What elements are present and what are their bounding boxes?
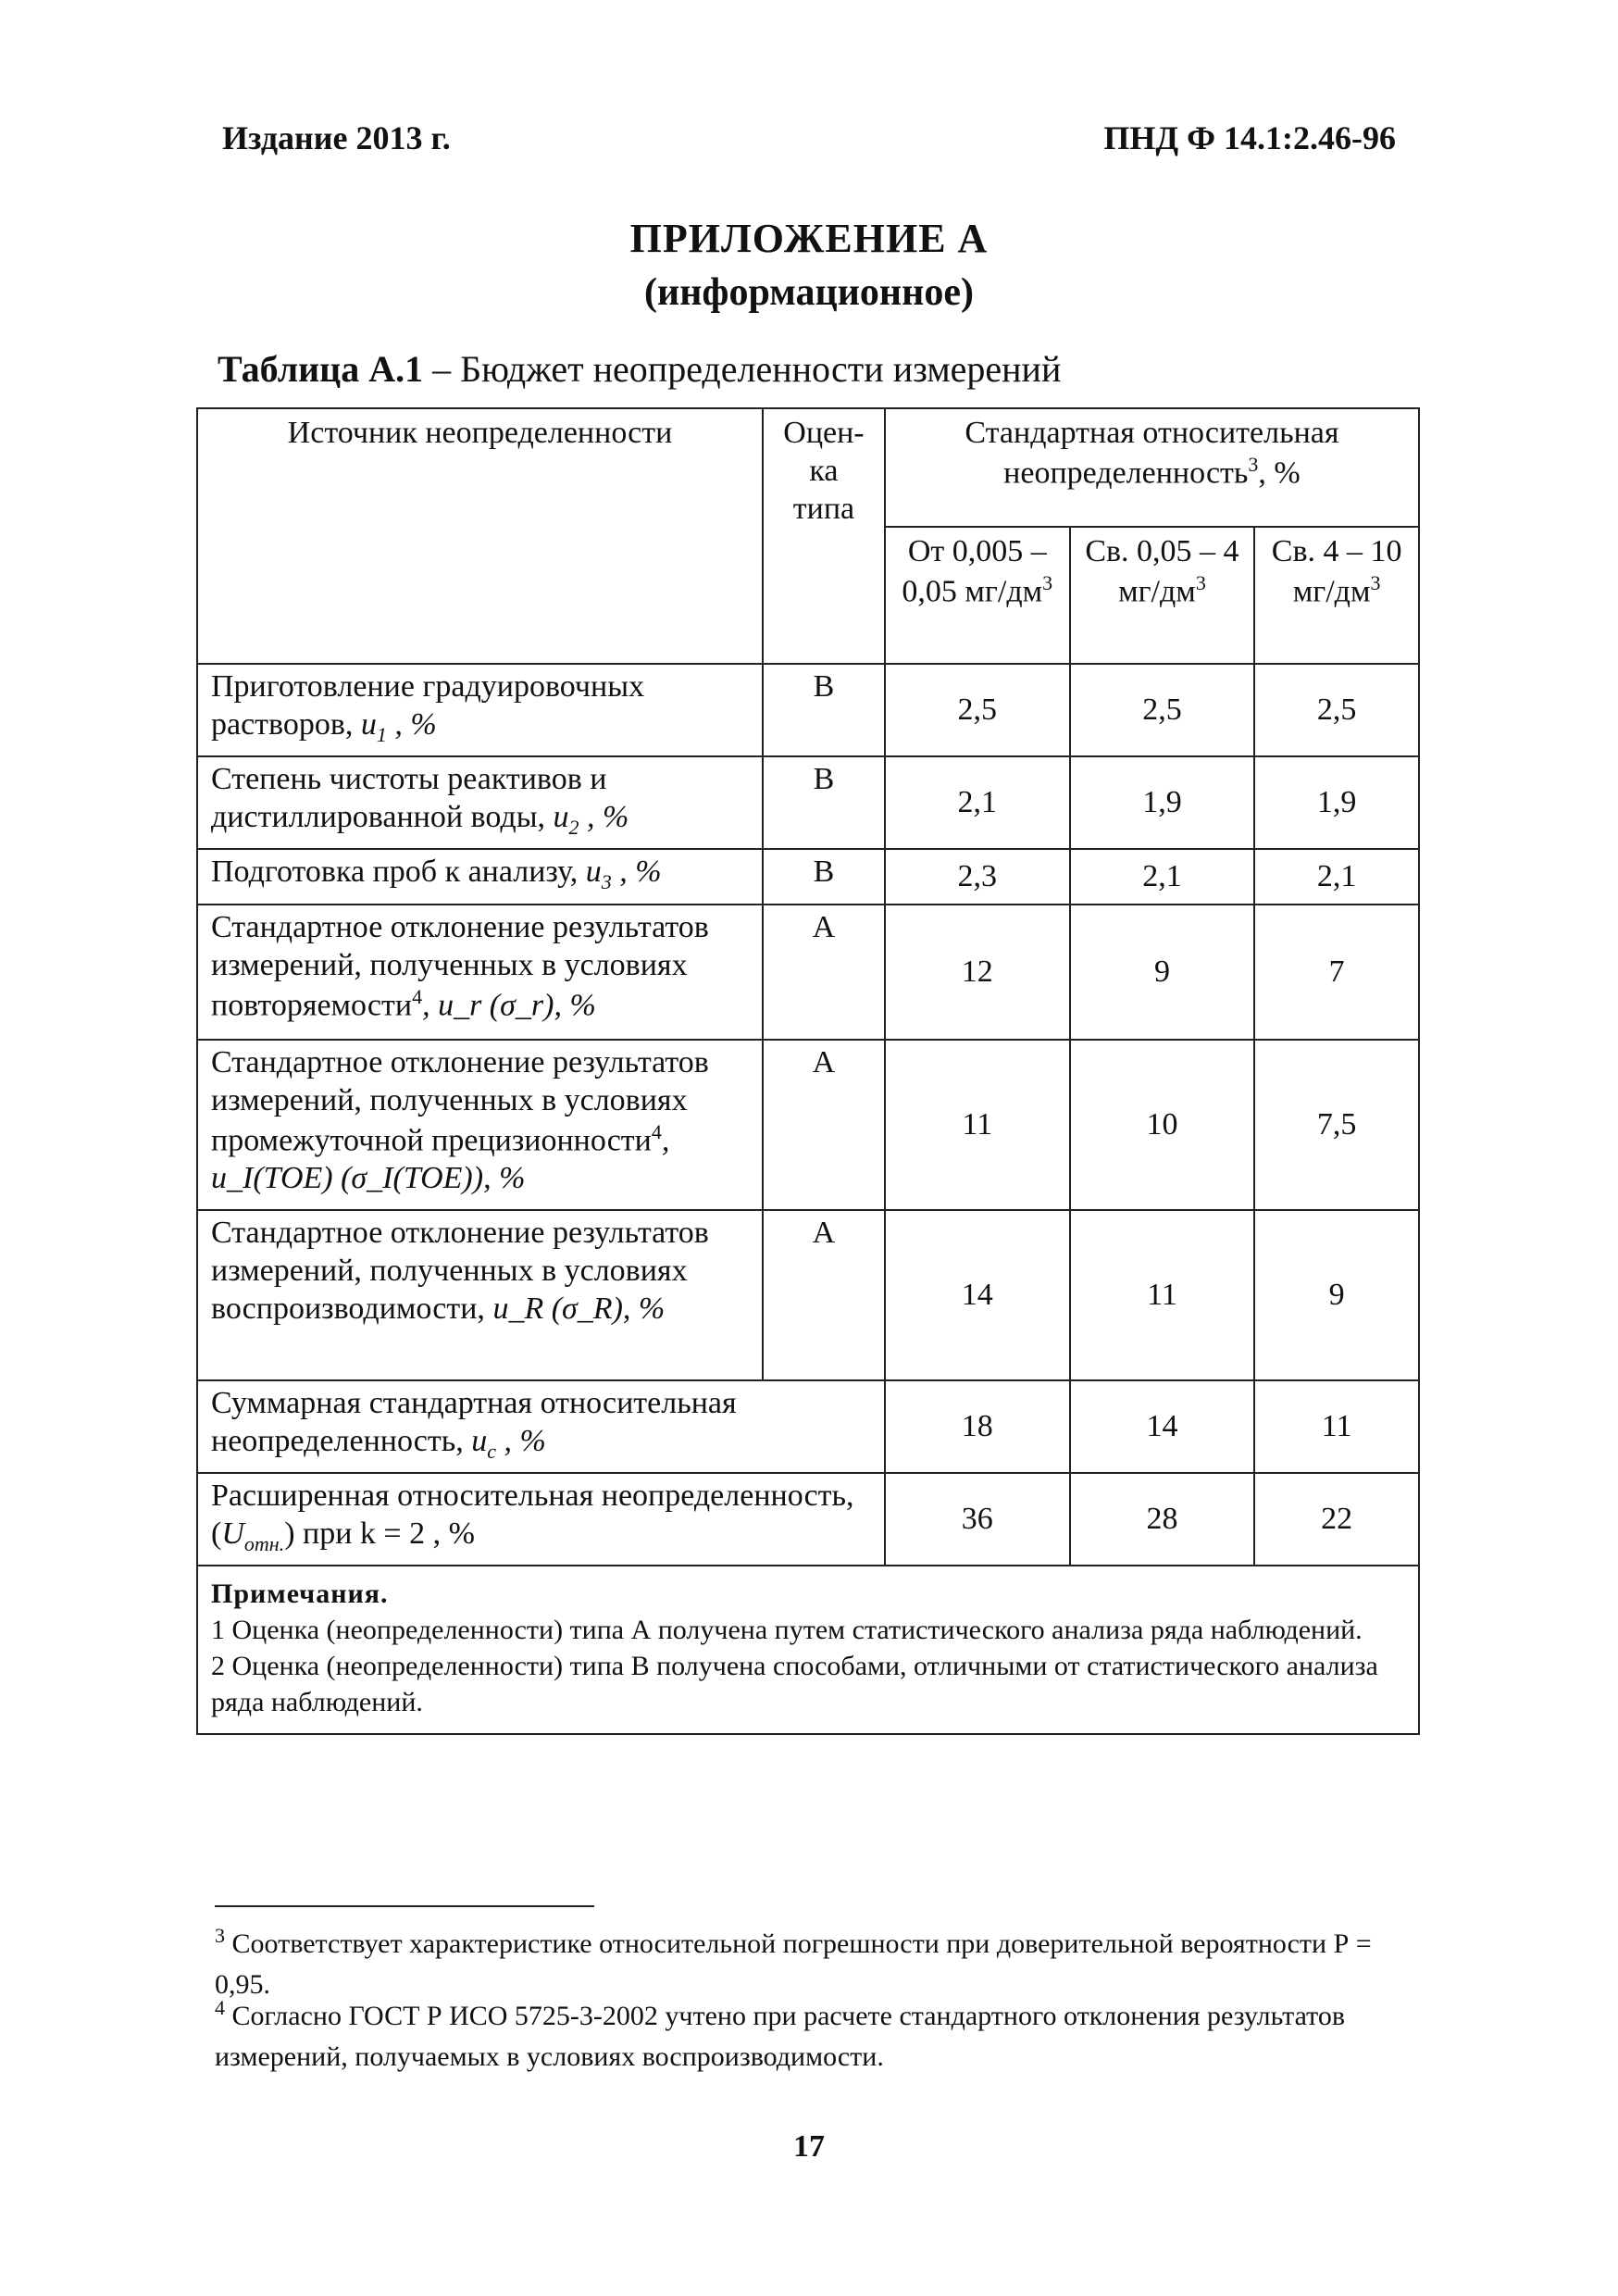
row-label: [197, 756, 763, 849]
note-2: 2 Оценка (неопределенности) типа В получена способами, отличными от статистического анализа ряда наблюдений.: [211, 1651, 1378, 1717]
row-label: [197, 1210, 763, 1380]
value-cell: 14: [885, 1210, 1070, 1380]
table-row: [197, 1040, 1419, 1210]
unit-sup: 3: [1370, 570, 1381, 594]
note-1: 1 Оценка (неопределенности) типа А получена путем статистического анализа ряда наблюдений.: [211, 1615, 1363, 1645]
value-cell: 7,5: [1254, 1040, 1419, 1210]
symbol: u: [471, 1423, 488, 1458]
value-cell: 18: [885, 1380, 1070, 1473]
footnote-divider: [215, 1905, 594, 1907]
footnote-3-text: Соответствует характеристике относительной погрешности при доверительной вероятности Р = 0,95.: [215, 1928, 1372, 2000]
table-caption-label: Таблица А.1: [218, 348, 424, 390]
row-label: [197, 1473, 885, 1566]
value-cell: 2,1: [1070, 849, 1255, 905]
row-text: Стандартное отклонение результатов измерений, полученных в условиях воспроизводимости,: [211, 1216, 709, 1326]
value-cell: 12: [885, 905, 1070, 1040]
value-cell: 11: [1254, 1380, 1419, 1473]
value-cell: 2,5: [1070, 664, 1255, 756]
footnote-4-text: Согласно ГОСТ Р ИСО 5725-3-2002 учтено при расчете стандартного отклонения результатов измерений, получаемых в условиях воспроизводимости.: [215, 2001, 1346, 2072]
unit-sup: 3: [1195, 570, 1206, 594]
symbol-sub: c: [487, 1439, 497, 1463]
row-text: Приготовление градуировочных растворов,: [211, 669, 645, 742]
value-cell: 7: [1254, 905, 1419, 1040]
footnote-mark: 3: [215, 1924, 225, 1947]
document-code: ПНД Ф 14.1:2.46-96: [1103, 119, 1396, 156]
header-std-uncertainty: [885, 408, 1419, 527]
footnote-ref-4: 4: [412, 984, 423, 1008]
formula: , u_r (σ_r), %: [422, 987, 596, 1022]
footnote-ref-3: 3: [1248, 452, 1259, 476]
value-cell: 22: [1254, 1473, 1419, 1566]
notes-title: Примечания.: [211, 1578, 389, 1609]
symbol: u: [585, 855, 602, 889]
type-cell: А: [763, 905, 885, 1040]
row-label: [197, 905, 763, 1040]
symbol: u: [360, 706, 377, 742]
symbol-sub: отн.: [243, 1531, 285, 1555]
unit: , %: [611, 855, 662, 889]
symbol-sub: 1: [376, 722, 387, 746]
range-1-text: От 0,005 – 0,05 мг/дм: [902, 534, 1047, 609]
type-cell: В: [763, 849, 885, 905]
uncertainty-budget-table: [196, 407, 1420, 1735]
appendix-title: ПРИЛОЖЕНИЕ А: [629, 216, 989, 261]
table-caption: [218, 347, 1061, 391]
unit: , %: [579, 799, 629, 834]
range-3-text: Св. 4 – 10 мг/дм: [1271, 534, 1402, 609]
appendix-subtitle: (информационное): [644, 271, 974, 314]
table-row: [197, 756, 1419, 849]
table-caption-text: – Бюджет неопределенности измерений: [432, 348, 1062, 390]
expanded-row: [197, 1473, 1419, 1566]
value-cell: 2,1: [885, 756, 1070, 849]
value-cell: 1,9: [1070, 756, 1255, 849]
row-text: Подготовка проб к анализу,: [211, 855, 586, 889]
header-range-1: [885, 527, 1070, 664]
summary-row: [197, 1380, 1419, 1473]
value-cell: 1,9: [1254, 756, 1419, 849]
row-text: Степень чистоты реактивов и дистиллированной воды,: [211, 762, 607, 834]
value-cell: 9: [1254, 1210, 1419, 1380]
type-cell: А: [763, 1040, 885, 1210]
notes-cell: [197, 1566, 1419, 1734]
unit-sup: 3: [1042, 570, 1053, 594]
value-cell: 2,5: [885, 664, 1070, 756]
header-std-unit: , %: [1258, 455, 1301, 491]
symbol: U: [221, 1516, 244, 1551]
unit: , %: [496, 1423, 546, 1458]
row-text: Стандартное отклонение результатов измерений, полученных в условиях промежуточной прецизионности: [211, 1045, 709, 1157]
page-number: 17: [793, 2129, 825, 2164]
value-cell: 36: [885, 1473, 1070, 1566]
type-cell: В: [763, 756, 885, 849]
symbol-sub: 3: [601, 869, 612, 893]
type-cell: А: [763, 1210, 885, 1380]
value-cell: 9: [1070, 905, 1255, 1040]
table-row: [197, 1210, 1419, 1380]
table-row: [197, 664, 1419, 756]
value-cell: 10: [1070, 1040, 1255, 1210]
footnote-ref-4: 4: [651, 1119, 662, 1143]
unit: ) при k = 2 , %: [284, 1516, 475, 1551]
row-label: [197, 664, 763, 756]
footnote-4: [215, 1993, 1409, 2077]
value-cell: 2,1: [1254, 849, 1419, 905]
formula: , u_I(TOE) (σ_I(TOE)), %: [211, 1122, 670, 1195]
unit: , %: [386, 706, 437, 742]
row-text: Расширенная относительная неопределенность, (: [211, 1479, 854, 1551]
row-label: [197, 849, 763, 905]
range-2-text: Св. 0,05 – 4 мг/дм: [1085, 534, 1239, 609]
footnote-3: [215, 1921, 1409, 2004]
value-cell: 14: [1070, 1380, 1255, 1473]
value-cell: 2,3: [885, 849, 1070, 905]
header-source: Источник неопределенности: [197, 408, 763, 664]
row-label: [197, 1040, 763, 1210]
value-cell: 2,5: [1254, 664, 1419, 756]
header-range-2: [1070, 527, 1255, 664]
table-row: [197, 849, 1419, 905]
formula: u_R (σ_R), %: [492, 1291, 666, 1326]
header-std-text: Стандартная относительная неопределенность: [965, 416, 1339, 491]
table-row: [197, 905, 1419, 1040]
value-cell: 11: [1070, 1210, 1255, 1380]
symbol: u: [553, 799, 569, 834]
row-text: Стандартное отклонение результатов измерений, полученных в условиях повторяемости: [211, 910, 709, 1022]
type-cell: В: [763, 664, 885, 756]
row-label: [197, 1380, 885, 1473]
value-cell: 11: [885, 1040, 1070, 1210]
edition-label: Издание 2013 г.: [222, 119, 451, 156]
notes-row: [197, 1566, 1419, 1734]
footnote-mark: 4: [215, 1996, 225, 2019]
header-range-3: [1254, 527, 1419, 664]
value-cell: 28: [1070, 1473, 1255, 1566]
symbol-sub: 2: [568, 815, 579, 839]
header-type: Оцен-ка типа: [763, 408, 885, 664]
row-text: Суммарная стандартная относительная неопределенность,: [211, 1386, 737, 1458]
